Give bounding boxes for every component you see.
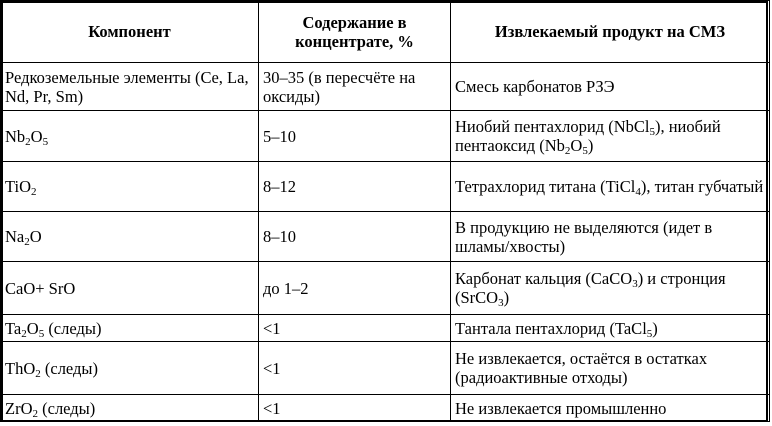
component-cell: ZrO$_2$ (следы) [1,395,259,422]
table-row [1,342,770,395]
product-cell: Тетрахлорид титана (TiCl$_4$), титан губчатый [451,162,770,212]
product-cell: Карбонат кальция (CaCO$_3$) и стронция (SrCO$_3$) [451,262,770,315]
header-content: Содержание в концентрате, % [259,1,451,63]
component-cell: $Na_2O$ [1,212,259,262]
table-row [1,63,770,111]
content-cell: 30–35 (в пересчёте на оксиды) [259,63,451,111]
table-row [1,212,770,262]
content-cell: 8–12 [259,162,451,212]
content-cell: <1 [259,315,451,342]
table-header-row [1,1,770,63]
content-cell: до 1–2 [259,262,451,315]
content-cell: 5–10 [259,111,451,162]
component-cell: CaO+ SrO [1,262,259,315]
table-row [1,162,770,212]
product-cell: В продукцию не выделяются (идет в шламы/хвосты) [451,212,770,262]
table-row [1,315,770,342]
content-cell: <1 [259,342,451,395]
component-cell: ThO$_2$ (следы) [1,342,259,395]
content-cell: 8–10 [259,212,451,262]
content-cell: <1 [259,395,451,422]
component-cell: TiO$_2$ [1,162,259,212]
table-row [1,111,770,162]
component-cell: $Ta_2O_5$ (следы) [1,315,259,342]
component-cell: $Nb_2O_5$ [1,111,259,162]
table-row [1,262,770,315]
product-cell: Не извлекается промышленно [451,395,770,422]
component-cell: Редкоземельные элементы (Ce, La, Nd, Pr, Sm) [1,63,259,111]
product-cell: Смесь карбонатов РЗЭ [451,63,770,111]
product-cell: Тантала пентахлорид (TaCl$_5$) [451,315,770,342]
product-cell: Не извлекается, остаётся в остатках (радиоактивные отходы) [451,342,770,395]
header-component: Компонент [1,1,259,63]
product-cell: Ниобий пентахлорид (NbCl$_5$), ниобий пентаоксид $(Nb_2O_5)$ [451,111,770,162]
header-product: Извлекаемый продукт на СМЗ [451,1,770,63]
table-row [1,395,770,422]
